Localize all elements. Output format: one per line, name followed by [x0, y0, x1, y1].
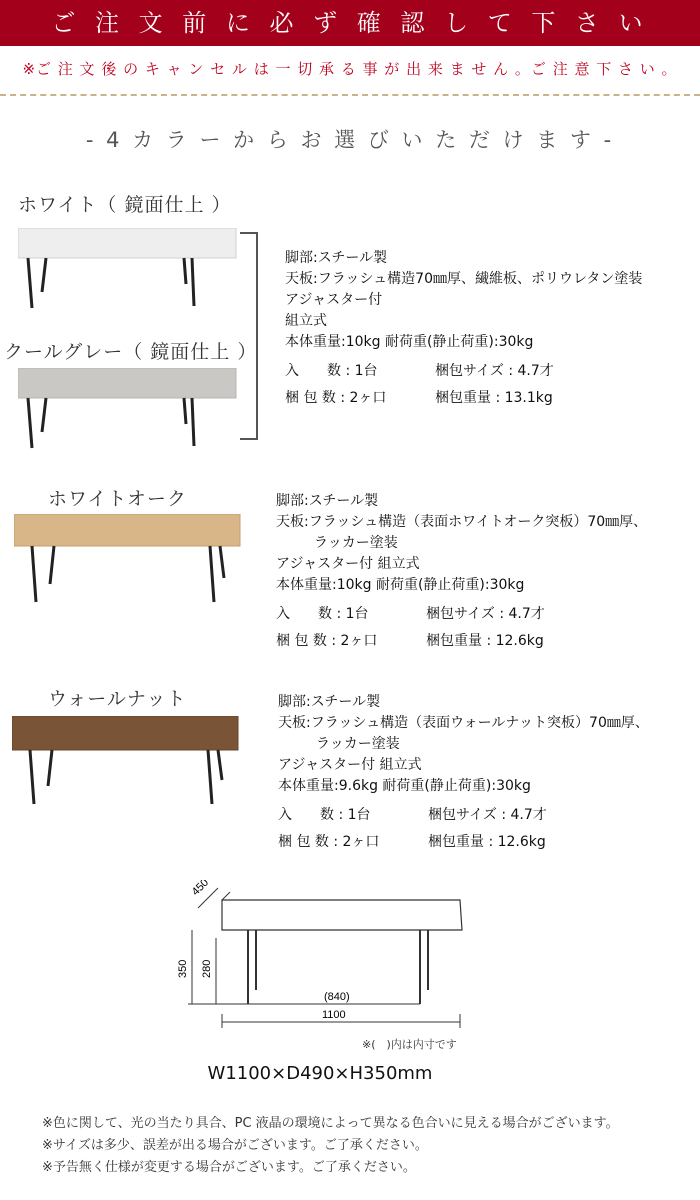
dim-350-label: 350 [177, 959, 189, 978]
inner-dimension-note: ※( )内は内寸です [362, 1038, 457, 1051]
spec-group-white-coolgray [285, 248, 642, 409]
color-name-walnut: ウォールナット [48, 688, 187, 710]
spec-leg: 脚部:スチール製 [285, 250, 388, 266]
color-name-coolgray: クールグレー（ 鏡面仕上 ） [4, 341, 258, 363]
spec-pkg-count: 梱 包 数 : 2ヶ口 [278, 834, 380, 850]
spec-weight: 本体重量:10kg 耐荷重(静止荷重):30kg [276, 577, 525, 593]
spec-pkg-weight: 梱包重量 : 12.6kg [428, 834, 546, 850]
dim-840-label: (840) [324, 991, 350, 1003]
spec-group-whiteoak [276, 491, 647, 652]
spec-qty: 入 数 : 1台 [276, 606, 369, 622]
overall-size: W1100×D490×H350mm [207, 1063, 433, 1084]
footer-note-spec-change: ※予告無く仕様が変更する場合がございます。ご了承ください。 [42, 1160, 416, 1175]
spec-top: 天板:フラッシュ構造（表面ウォールナット突板）70㎜厚、 [278, 715, 649, 731]
spec-top-cont: ラッカー塗装 [316, 736, 400, 752]
tabletop [18, 368, 236, 398]
footer-note-color: ※色に関して、光の当たり具合、PC 液晶の環境によって異なる色合いに見える場合がございます。 [42, 1116, 619, 1131]
spec-pkg-weight: 梱包重量 : 13.1kg [435, 390, 553, 406]
spec-pkg-size: 梱包サイズ : 4.7才 [428, 807, 547, 823]
footer-note-size: ※サイズは多少、誤差が出る場合がございます。ご了承ください。 [42, 1138, 428, 1153]
spec-weight: 本体重量:10kg 耐荷重(静止荷重):30kg [285, 334, 534, 350]
footer-notes [42, 1113, 619, 1179]
dashed-divider [0, 94, 700, 96]
table-image-walnut [12, 716, 242, 808]
table-image-whiteoak [14, 514, 244, 606]
spec-assembly: 組立式 [285, 313, 327, 329]
spec-qty: 入 数 : 1台 [278, 807, 371, 823]
spec-leg: 脚部:スチール製 [278, 694, 381, 710]
color-options-heading: - 4 カ ラ ー か ら お 選 び い た だ け ま す - [85, 128, 615, 152]
spec-top: 天板:フラッシュ構造70㎜厚、繊維板、ポリウレタン塗装 [285, 271, 643, 287]
spec-top: 天板:フラッシュ構造（表面ホワイトオーク突板）70㎜厚、 [276, 514, 648, 530]
color-name-white: ホワイト（ 鏡面仕上 ） [18, 194, 232, 216]
tabletop [18, 228, 236, 258]
spec-adjuster: アジャスター付 組立式 [276, 556, 420, 572]
spec-group-walnut [278, 692, 649, 853]
spec-top-cont: ラッカー塗装 [314, 535, 398, 551]
table-image-coolgray [18, 368, 238, 450]
dim-1100-label: 1100 [322, 1009, 346, 1021]
spec-bracket [240, 232, 258, 440]
dim-280-label: 280 [201, 959, 213, 978]
tabletop [12, 716, 238, 750]
table-image-white [18, 228, 238, 310]
header-banner: ご 注 文 前 に 必 ず 確 認 し て 下 さ い [0, 0, 700, 46]
spec-pkg-size: 梱包サイズ : 4.7才 [426, 606, 545, 622]
spec-pkg-size: 梱包サイズ : 4.7才 [435, 363, 554, 379]
color-name-whiteoak: ホワイトオーク [48, 488, 187, 510]
spec-adjuster: アジャスター付 [285, 292, 383, 308]
spec-weight: 本体重量:9.6kg 耐荷重(静止荷重):30kg [278, 778, 531, 794]
dim-450-label: 450 [189, 880, 212, 899]
cancel-warning: ※ご 注 文 後 の キ ャ ン セ ル は 一 切 承 る 事 が 出 来 ま せ ん 。ご 注 意 下 さ い 。 [22, 60, 678, 78]
spec-pkg-count: 梱 包 数 : 2ヶ口 [276, 633, 378, 649]
spec-adjuster: アジャスター付 組立式 [278, 757, 422, 773]
spec-leg: 脚部:スチール製 [276, 493, 379, 509]
tabletop [14, 514, 240, 546]
spec-pkg-count: 梱 包 数 : 2ヶ口 [285, 390, 387, 406]
spec-pkg-weight: 梱包重量 : 12.6kg [426, 633, 544, 649]
spec-qty: 入 数 : 1台 [285, 363, 378, 379]
dimension-diagram [170, 880, 490, 1044]
